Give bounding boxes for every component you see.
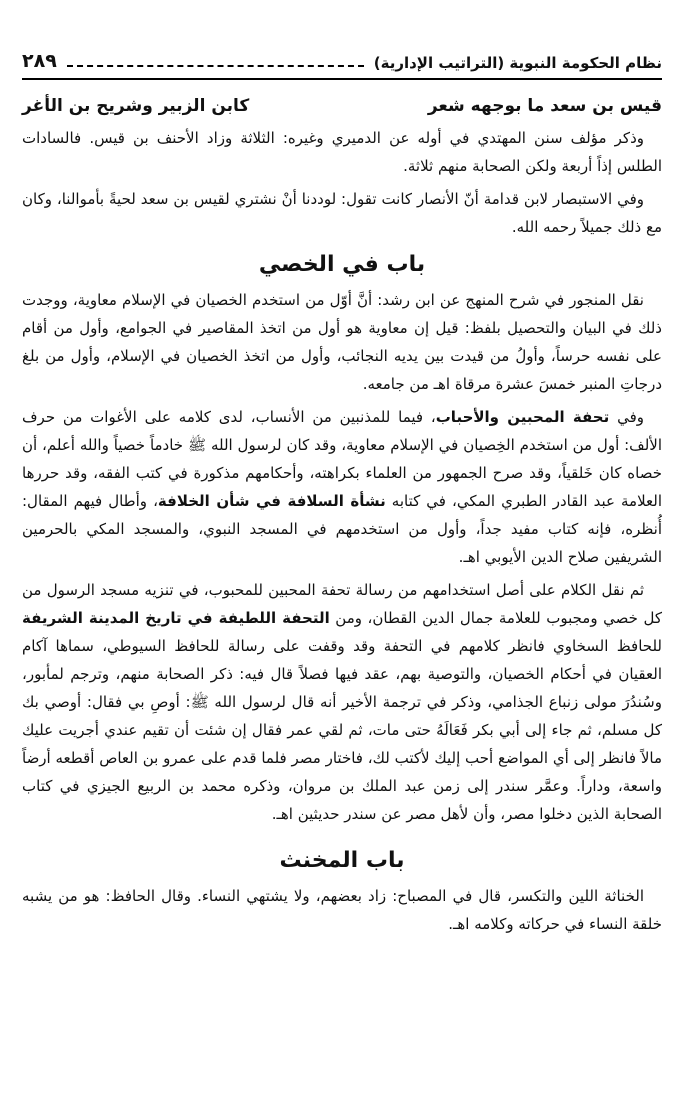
book-page — [22, 40, 662, 943]
p4-conclusion: ، وأطال فيهم المقال: أُنظره، فإنه كتاب مفيد جداً، وأول من استخدمهم في المسجد النبوي، والمسجد المكي بالحرمين الشريفين صلاح الدين الأيوبي اهـ. — [22, 492, 662, 566]
paragraph-istibsar: وفي الاستبصار لابن قدامة أنّ الأنصار كانت تقول: لوددنا أنْ نشتري لقيس بن سعد لحيةً بأموالنا، وكان مع ذلك جميلاً رحمه الله. — [22, 190, 662, 236]
paragraph-tuhfat-almuhibbin — [22, 403, 662, 571]
verse-second-hemistich: كابن الزبير وشريح بن الأغر — [22, 96, 250, 116]
paragraph-tals-count: وذكر مؤلف سنن المهتدي في أوله عن الدميري وغيره: الثلاثة وزاد الأحنف بن قيس. فالسادات الطلس إذاً أربعة ولكن الصحابة منهم ثلاثة. — [22, 129, 662, 175]
page-number: ٢٨٩ — [22, 50, 57, 72]
paragraph-manjur: نقل المنجور في شرح المنهج عن ابن رشد: أنَّ أوّل من استخدم الخصيان في الإسلام معاوية، ووجدت ذلك في البيان والتحصيل بلفظ: قيل إن معاوية هو أول من اتخذ المقاصير في الجوامع، وأول من أقام على نفسه حرساً، وأولُ من قيدت بين يديه النجائب، وأول من اتخذ الخصيان في الإسلام، وأول من بلغ درجاتِ المنبر خمسَ عشرة مرقاة اهـ من جامعه. — [22, 291, 662, 393]
section-heading-khasi: باب في الخصي — [258, 252, 426, 277]
book-title-nashat-alsulafa: نشأة السلافة في شأن الخلافة — [157, 492, 386, 510]
book-title-tuhfat-almuhibbin: تحفة المحبين والأحباب — [435, 408, 610, 426]
p4-body: ، فيما للمذنبين من الأنساب، لدى كلامه على الأغوات من حرف الألف: أول من استخدم الخِصيان في الإسلام معاوية، وقد كان لرسول الله ﷺ خادماً خصياً والله أعلم، أن خصاه كان خَلقياً، وقد صرح الجمهور من العلماء بكراهته، وأحكامهم مذكورة في كتب الفقه، وقد حررها العلامة عبد القادر الطبري المكي، في كتابه — [22, 408, 663, 510]
running-title: نظام الحكومة النبوية (التراتيب الإدارية) — [373, 54, 662, 72]
verse-first-hemistich: قيس بن سعد ما بوجهه شعر — [427, 96, 662, 116]
page-header — [22, 40, 662, 80]
p5-body: للحافظ السخاوي فانظر كلامهم في التحفة وقد وقفت على رسالة للحافظ السيوطي، سماها آكام العقيان في أحكام الخصيان، والتوصية بهم، عقد فيها فصلاً قال فيه: ذكر الصحابة منهم، وترجم لمأبور، وسُندُرَ مولى زنباع الجذامي، وذكر في ترجمة الأخير أنه قال لرسول الله ﷺ: أوصِ بي فقال: أوصي بك كل مسلم، ثم جاء إلى أبي بكر فَعَالَهُ حتى مات، ثم لقي عمر فقال إن شئت أن تقيم عندي أجريت عليك مالاً فانظر إلى أي المواضع أحب إليك لأكتب لك، فاختار مصر فلما قدم على عمرو بن العاص أقطعه أرضاً واسعة، وداراً. وعمَّر سندر إلى زمن عبد الملك بن مروان، وذكره محمد بن الربيع الجيزي في كتاب الصحابة الذين دخلوا مصر، وأن لأهل مصر عن سندر حديثين اهـ. — [22, 637, 662, 823]
poetry-verse — [22, 90, 662, 122]
section-heading-mukhannath: باب المخنث — [279, 848, 405, 873]
paragraph-origin-of-use — [22, 576, 662, 828]
book-title-tuhfa-latifa: التحفة اللطيفة في تاريخ المدينة الشريفة — [22, 609, 330, 627]
p4-intro: وفي — [617, 408, 644, 426]
header-dashed-rule — [67, 65, 364, 67]
p5-intro: ثم نقل الكلام على أصل استخدامهم من رسالة تحفة المحبين للمحبوب، في تنزيه مسجد الرسول من كل خصي ومجبوب للعلامة جمال الدين القطان، ومن — [22, 581, 662, 627]
paragraph-khanatha-definition: الخناثة اللين والتكسر، قال في المصباح: زاد بعضهم، ولا يشتهي النساء. وقال الحافظ: هو من يشبه خلقة النساء في حركاته وكلامه اهـ. — [22, 887, 662, 933]
